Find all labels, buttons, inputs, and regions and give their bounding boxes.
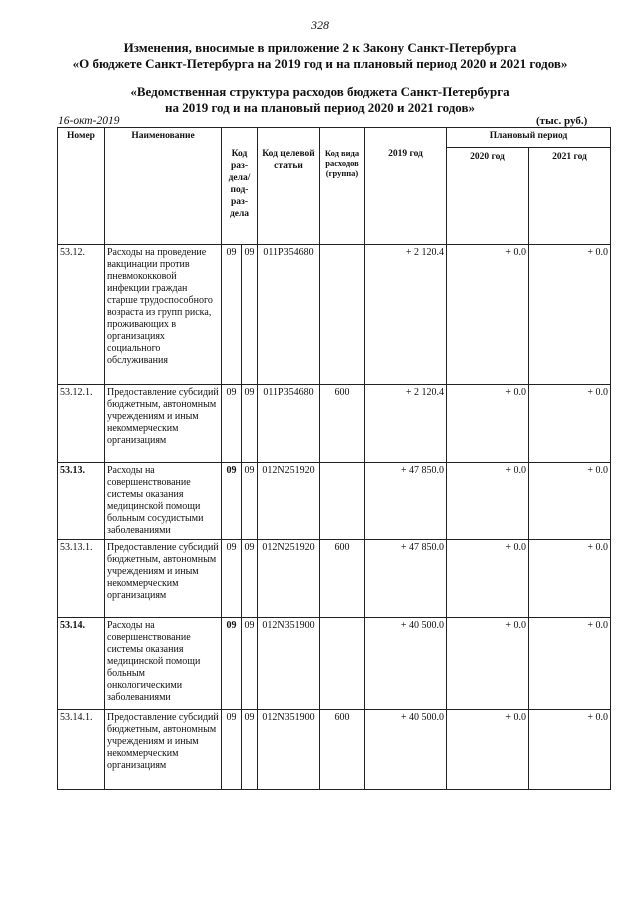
title-line-3: «Ведомственная структура расходов бюджета Санкт-Петербурга [130, 84, 510, 99]
row-2020: + 0.0 [447, 710, 529, 790]
row-section: 09 [222, 618, 242, 710]
row-2020: + 0.0 [447, 245, 529, 385]
table-row [58, 385, 611, 463]
row-number: 53.14.1. [58, 710, 105, 790]
row-subsection: 09 [242, 710, 258, 790]
table-row [58, 540, 611, 618]
row-section: 09 [222, 540, 242, 618]
title-line-1: Изменения, вносимые в приложение 2 к Закону Санкт-Петербурга [123, 40, 517, 55]
row-name: Предоставление субсидий бюджетным, автономным учреждениям и иным некоммерческим организациям [105, 540, 222, 618]
row-2021: + 0.0 [529, 463, 611, 540]
header-name: Наименование [105, 128, 222, 245]
row-2020: + 0.0 [447, 540, 529, 618]
header-section: Код раз- дела/ под- раз- дела [222, 128, 258, 245]
table-row [58, 245, 611, 385]
row-2019: + 2 120.4 [365, 245, 447, 385]
row-number: 53.12.1. [58, 385, 105, 463]
row-section: 09 [222, 463, 242, 540]
header-number: Номер [58, 128, 105, 245]
header-target: Код целевой статьи [258, 128, 320, 245]
row-2021: + 0.0 [529, 618, 611, 710]
row-kind [320, 463, 365, 540]
budget-table [57, 127, 611, 790]
row-2019: + 40 500.0 [365, 710, 447, 790]
units-label: (тыс. руб.) [536, 115, 588, 127]
page-number: 328 [311, 18, 329, 32]
row-2021: + 0.0 [529, 710, 611, 790]
header-planned: Плановый период [447, 128, 611, 148]
row-subsection: 09 [242, 618, 258, 710]
row-kind [320, 618, 365, 710]
row-name: Расходы на совершенствование системы оказания медицинской помощи больным сосудистыми заболеваниями [105, 463, 222, 540]
row-target: 012N351900 [258, 710, 320, 790]
header-kind: Код вида расходов (группа) [320, 128, 365, 245]
row-number: 53.13.1. [58, 540, 105, 618]
row-subsection: 09 [242, 463, 258, 540]
title-line-4: на 2019 год и на плановый период 2020 и 2021 годов» [164, 100, 475, 115]
row-number: 53.12. [58, 245, 105, 385]
row-target: 012N251920 [258, 463, 320, 540]
table-title [20, 84, 620, 116]
row-name: Расходы на совершенствование системы оказания медицинской помощи больным онкологическими заболеваниями [105, 618, 222, 710]
row-section: 09 [222, 385, 242, 463]
row-name: Расходы на проведение вакцинации против пневмококковой инфекции граждан старше трудоспособного возраста из групп риска, проживающих в организациях социального обслуживания [105, 245, 222, 385]
row-kind [320, 245, 365, 385]
row-name: Предоставление субсидий бюджетным, автономным учреждениям и иным некоммерческим организациям [105, 385, 222, 463]
document-title [20, 40, 620, 72]
row-name: Предоставление субсидий бюджетным, автономным учреждениям и иным некоммерческим организациям [105, 710, 222, 790]
row-2019: + 47 850.0 [365, 463, 447, 540]
row-subsection: 09 [242, 385, 258, 463]
row-target: 011P354680 [258, 245, 320, 385]
row-2020: + 0.0 [447, 385, 529, 463]
title-line-2: «О бюджете Санкт-Петербурга на 2019 год и на плановый период 2020 и 2021 годов» [72, 56, 568, 71]
row-target: 012N251920 [258, 540, 320, 618]
row-2020: + 0.0 [447, 463, 529, 540]
row-kind: 600 [320, 540, 365, 618]
row-2021: + 0.0 [529, 540, 611, 618]
row-2021: + 0.0 [529, 385, 611, 463]
row-section: 09 [222, 710, 242, 790]
row-subsection: 09 [242, 540, 258, 618]
header-2019: 2019 год [365, 128, 447, 245]
row-target: 011P354680 [258, 385, 320, 463]
header-2021: 2021 год [529, 148, 611, 245]
table-row [58, 618, 611, 710]
table-row [58, 710, 611, 790]
table-row [58, 463, 611, 540]
row-number: 53.14. [58, 618, 105, 710]
header-2020: 2020 год [447, 148, 529, 245]
row-kind: 600 [320, 710, 365, 790]
row-2019: + 2 120.4 [365, 385, 447, 463]
row-2021: + 0.0 [529, 245, 611, 385]
row-target: 012N351900 [258, 618, 320, 710]
row-2020: + 0.0 [447, 618, 529, 710]
row-section: 09 [222, 245, 242, 385]
row-subsection: 09 [242, 245, 258, 385]
row-number: 53.13. [58, 463, 105, 540]
document-date: 16-окт-2019 [58, 115, 120, 127]
row-kind: 600 [320, 385, 365, 463]
header-row-1 [58, 128, 611, 148]
row-2019: + 40 500.0 [365, 618, 447, 710]
row-2019: + 47 850.0 [365, 540, 447, 618]
